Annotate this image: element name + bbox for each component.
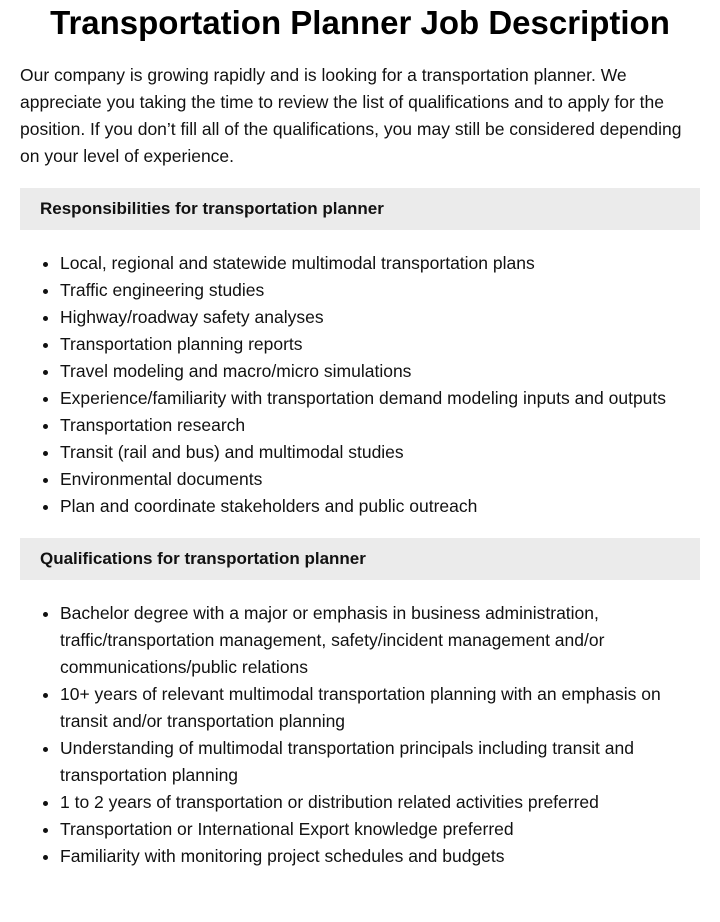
responsibilities-list — [20, 250, 700, 520]
list-item: • Bachelor degree with a major or emphasis in business administration, traffic/transportation management, safety/incident management and/or communications/public relations — [60, 600, 700, 681]
page-title: Transportation Planner Job Description — [50, 4, 670, 41]
list-item: • Highway/roadway safety analyses — [60, 304, 700, 331]
list-item: • Plan and coordinate stakeholders and public outreach — [60, 493, 700, 520]
list-item: • Transit (rail and bus) and multimodal studies — [60, 439, 700, 466]
list-item: • Local, regional and statewide multimodal transportation plans — [60, 250, 700, 277]
list-item: • 10+ years of relevant multimodal transportation planning with an emphasis on transit and/or transportation planning — [60, 681, 700, 735]
list-item: • Understanding of multimodal transportation principals including transit and transportation planning — [60, 735, 700, 789]
list-item: • Traffic engineering studies — [60, 277, 700, 304]
list-item: • Travel modeling and macro/micro simulations — [60, 358, 700, 385]
list-item: • Transportation planning reports — [60, 331, 700, 358]
list-item: • Transportation or International Export knowledge preferred — [60, 816, 700, 843]
intro-paragraph: Our company is growing rapidly and is looking for a transportation planner. We appreciate you taking the time to review the list of qualifications and to apply for the position. If you don’t fill all of the qualifications, you may still be considered depending on your level of experience. — [20, 65, 682, 166]
qualifications-heading: Qualifications for transportation planner — [20, 538, 700, 580]
list-item: • Familiarity with monitoring project schedules and budgets — [60, 843, 700, 870]
list-item: • Experience/familiarity with transportation demand modeling inputs and outputs — [60, 385, 700, 412]
list-item: • Transportation research — [60, 412, 700, 439]
list-item: • 1 to 2 years of transportation or distribution related activities preferred — [60, 789, 700, 816]
responsibilities-heading: Responsibilities for transportation planner — [20, 188, 700, 230]
qualifications-list — [20, 600, 700, 870]
list-item: • Environmental documents — [60, 466, 700, 493]
